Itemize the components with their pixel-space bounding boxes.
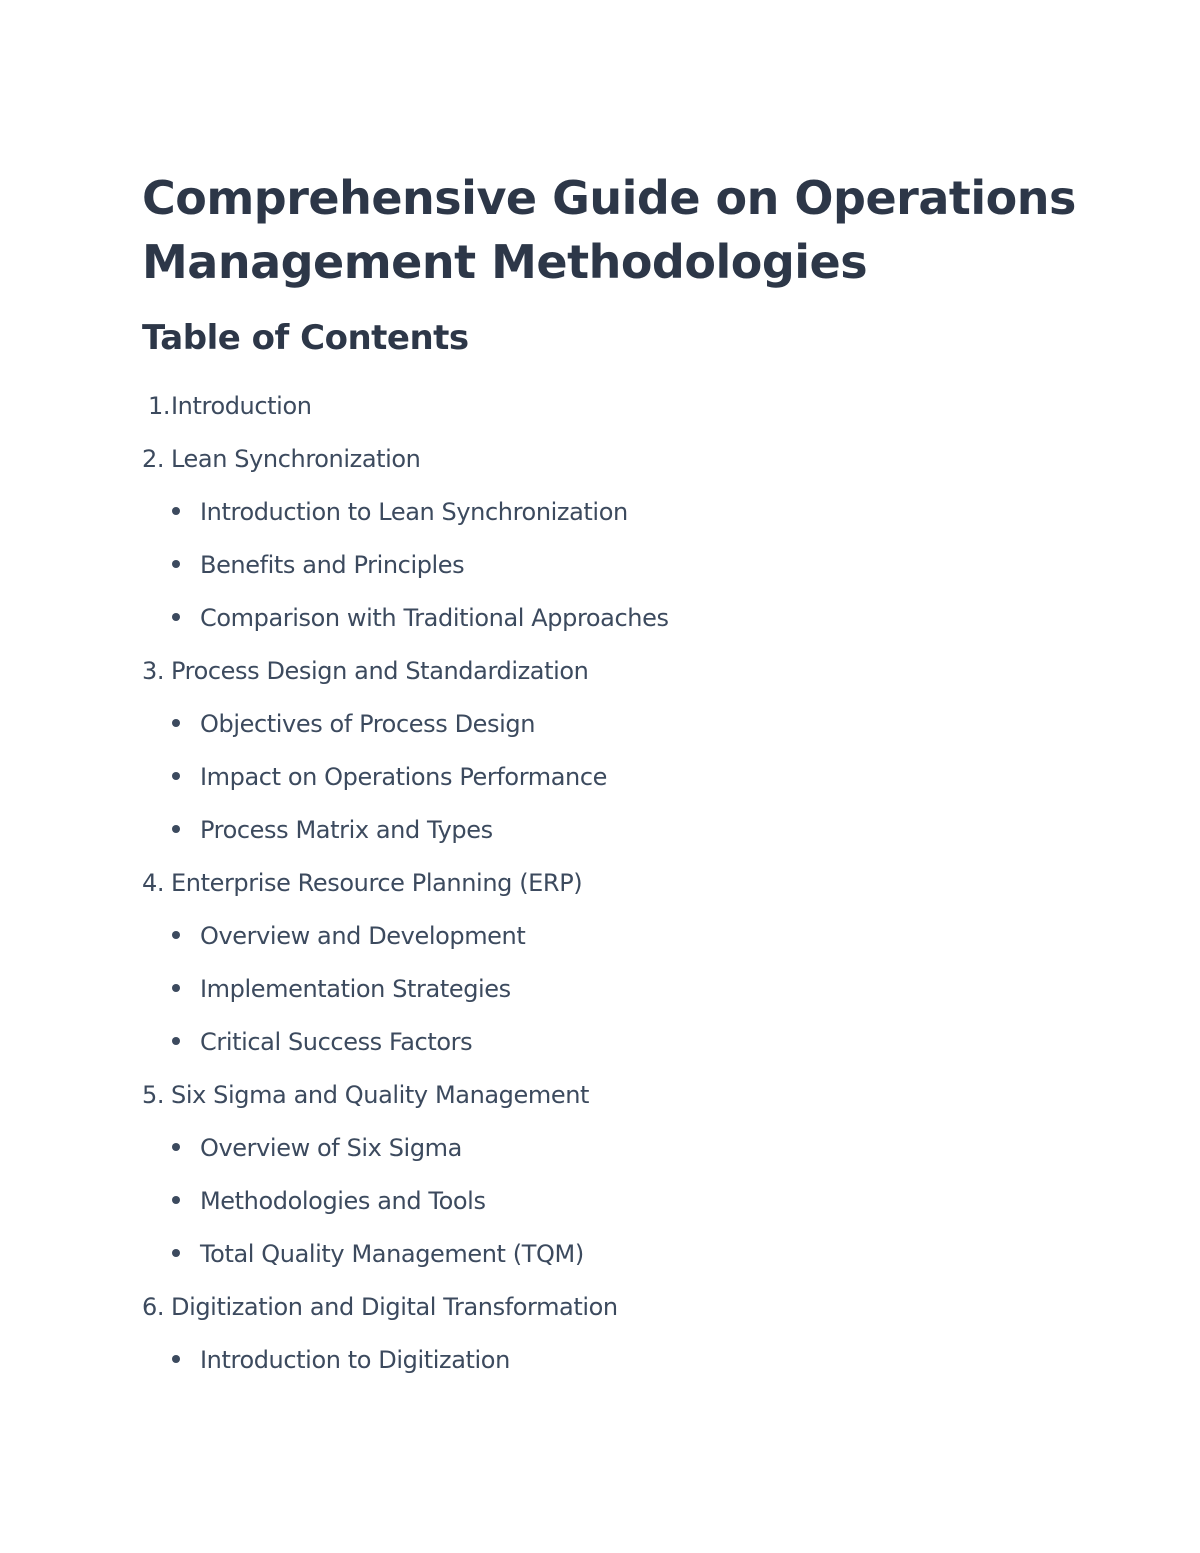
subitem-label: Methodologies and Tools — [200, 1187, 486, 1215]
section-number: 5. — [142, 1081, 165, 1109]
bullet-icon — [172, 719, 180, 727]
subitem-label: Impact on Operations Performance — [200, 763, 608, 791]
subitem-label: Critical Success Factors — [200, 1028, 473, 1056]
toc-subitem[interactable] — [142, 757, 1042, 810]
section-label: Digitization and Digital Transformation — [171, 1293, 618, 1321]
bullet-icon — [172, 613, 180, 621]
subitem-label: Overview and Development — [200, 922, 526, 950]
section-number: 2. — [142, 445, 165, 473]
subitem-label: Overview of Six Sigma — [200, 1134, 462, 1162]
toc-subitem[interactable] — [142, 545, 1042, 598]
toc-subitem[interactable] — [142, 1022, 1042, 1075]
bullet-icon — [172, 1037, 180, 1045]
toc-section-5[interactable] — [142, 1075, 1042, 1128]
toc-subitem[interactable] — [142, 1234, 1042, 1287]
bullet-icon — [172, 1249, 180, 1257]
section-label: Lean Synchronization — [171, 445, 421, 473]
document-title: Comprehensive Guide on Operations Management Methodologies — [142, 171, 1076, 289]
bullet-icon — [172, 931, 180, 939]
section-number: 4. — [142, 869, 165, 897]
bullet-icon — [172, 560, 180, 568]
subitem-label: Process Matrix and Types — [200, 816, 493, 844]
bullet-icon — [172, 772, 180, 780]
subitem-label: Objectives of Process Design — [200, 710, 536, 738]
toc-section-6[interactable] — [142, 1287, 1042, 1340]
subitem-label: Comparison with Traditional Approaches — [200, 604, 669, 632]
subitem-label: Introduction to Digitization — [200, 1346, 510, 1374]
toc-section-1[interactable] — [142, 386, 1042, 439]
bullet-icon — [172, 1143, 180, 1151]
bullet-icon — [172, 1196, 180, 1204]
toc-section-3[interactable] — [142, 651, 1042, 704]
bullet-icon — [172, 507, 180, 515]
section-label: Introduction — [171, 392, 312, 420]
section-label: Enterprise Resource Planning (ERP) — [171, 869, 583, 897]
toc-subitem[interactable] — [142, 810, 1042, 863]
subitem-label: Total Quality Management (TQM) — [200, 1240, 584, 1268]
section-number: 1. — [148, 392, 171, 420]
toc-subitem[interactable] — [142, 1128, 1042, 1181]
section-label: Process Design and Standardization — [171, 657, 589, 685]
toc-section-2[interactable] — [142, 439, 1042, 492]
toc-subitem[interactable] — [142, 1340, 1042, 1393]
table-of-contents — [142, 386, 1042, 1393]
toc-subitem[interactable] — [142, 916, 1042, 969]
toc-subitem[interactable] — [142, 969, 1042, 1022]
toc-subitem[interactable] — [142, 704, 1042, 757]
toc-section-4[interactable] — [142, 863, 1042, 916]
subitem-label: Implementation Strategies — [200, 975, 511, 1003]
toc-subitem[interactable] — [142, 598, 1042, 651]
section-label: Six Sigma and Quality Management — [171, 1081, 590, 1109]
toc-subitem[interactable] — [142, 492, 1042, 545]
toc-subitem[interactable] — [142, 1181, 1042, 1234]
section-number: 6. — [142, 1293, 165, 1321]
subitem-label: Introduction to Lean Synchronization — [200, 498, 628, 526]
bullet-icon — [172, 825, 180, 833]
subitem-label: Benefits and Principles — [200, 551, 465, 579]
bullet-icon — [172, 1355, 180, 1363]
section-number: 3. — [142, 657, 165, 685]
toc-heading: Table of Contents — [142, 318, 469, 358]
bullet-icon — [172, 984, 180, 992]
